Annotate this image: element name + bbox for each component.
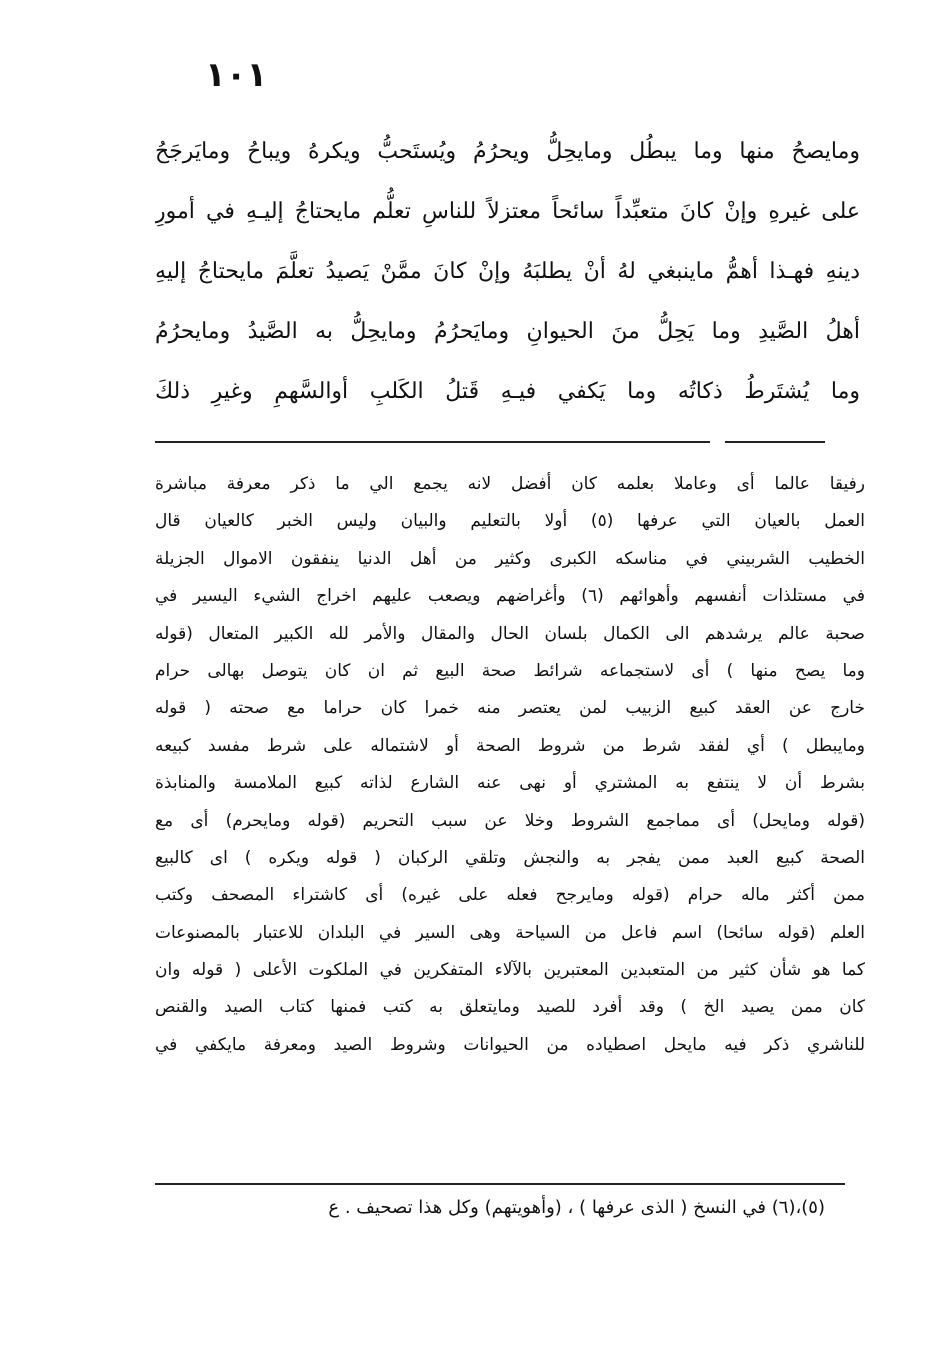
main-separator-right [725,441,825,443]
commentary-line: ومايبطل ) أي لفقد شرط من شروط الصحة أو لاشتماله على شرط مفسد كبيعه [155,735,865,756]
commentary-line: كما هو شأن كثير من المتعبدين المعتبرين بالآلاء المتفكرين في الملكوت الأعلى ( قوله وان [155,960,865,981]
commentary-line: في مستلذات أنفسهم وأهوائهم (٦) وأغراضهم ويصعب عليهم اخراج الشيء اليسير في [155,586,865,607]
main-text [155,122,860,422]
commentary-line: كان ممن يصيد الخ ) وقد أفرد للصيد ومايتعلق به كتب فمنها كتاب الصيد والقنص [155,997,865,1018]
main-separator-left [155,441,710,443]
commentary-line: الصحة كبيع العبد ممن يفجر به والنجش وتلقي الركبان ( قوله ويكره ) اى كالبيع [155,847,865,868]
commentary-line: العمل بالعيان التي عرفها (٥) أولا بالتعليم والبيان وليس الخبر كالعيان قال [155,511,865,532]
commentary-line: العلم (قوله سائحا) اسم فاعل من السياحة وهى السير في البلدان للاعتبار بالمصنوعات [155,922,865,943]
commentary-line: وما يصح منها ) أى لاستجماعه شرائط صحة البيع ثم ان كان يتوصل بهالى حرام [155,660,865,681]
commentary-line: خارج عن العقد كبيع الزبيب لمن يعتصر منه خمرا كان حراما مع صحته ( قوله [155,698,865,719]
commentary-line: صحبة عالم يرشدهم الى الكمال بلسان الحال والمقال والأمر لله الكبير المتعال (قوله [155,623,865,644]
commentary-line: ممن أكثر ماله حرام (قوله ومايرجح فعله على غيره) أى كاشتراء المصحف وكتب [155,885,865,906]
main-text-line: ومايصحُ منها وما يبطُل ومايحِلُّ ويحرُمُ ويُستَحبُّ ويكرهُ ويباحُ ومايَرجَحُ [155,139,860,164]
commentary-line: رفيقا عالما أى وعاملا بعلمه كان أفضل لانه يجمع الي ما ذكر معرفة مباشرة [155,474,865,494]
page-number: ١٠١ [205,55,268,95]
commentary-line: بشرط أن لا ينتفع به المشتري أو نهى عنه الشارع لذاته كبيع الملامسة والمنابذة [155,773,865,794]
commentary [155,466,865,1064]
main-text-line: أهلُ الصَّيدِ وما يَحِلُّ منَ الحيوانِ ومايَحرُمُ ومايحِلُّ به الصَّيدُ ومايحرُمُ [155,319,860,344]
main-text-line: على غيرهِ وإنْ كانَ متعبِّداً سائحاً معتزلاً للناسِ تعلُّم مايحتاجُ إليـهِ في أمورِ [155,199,860,224]
footnote: (٥)،(٦) في النسخ ( الذى عرفها ) ، (وأهويتهم) وكل هذا تصحيف . ع [328,1197,825,1218]
commentary-line: للناشري ذكر فيه مايحل اصطياده من الحيوانات وشروط الصيد ومعرفة مايكفي في [155,1034,865,1055]
commentary-line: الخطيب الشربيني في مناسكه الكبرى وكثير من أهل الدنيا ينفقون الاموال الجزيلة [155,548,865,569]
main-text-line: دينهِ فهـذا أهمُّ ماينبغي لهُ أنْ يطلبَهُ وإنْ كانَ ممَّنْ يَصيدُ تعلَّمَ مايحتاجُ إليهِ [155,259,860,284]
main-text-line: وما يُشتَرطُ ذكاتُه وما يَكفي فيـهِ قَتلُ الكَلبِ أوالسَّهمِ وغيرِ ذلكَ [155,379,860,404]
commentary-line: (قوله ومايحل) أى مماجمع الشروط وخلا عن سبب التحريم (قوله ومايحرم) أى مع [155,810,865,831]
footnote-separator [155,1183,845,1185]
